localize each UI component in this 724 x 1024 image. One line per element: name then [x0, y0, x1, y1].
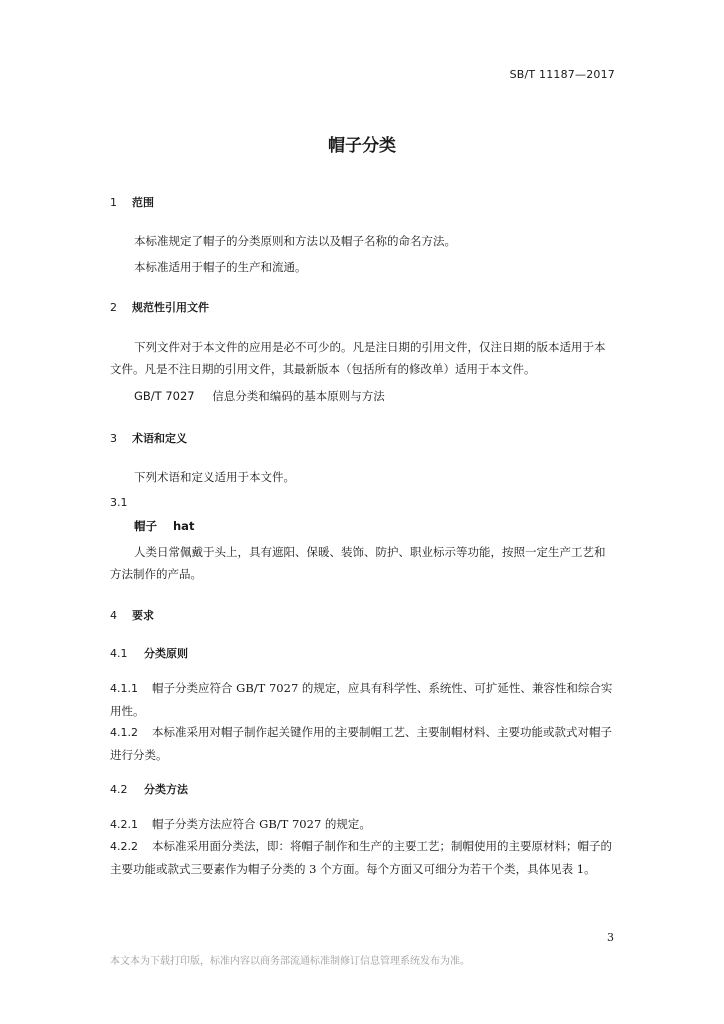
section-1-paragraph-1: 本标准规定了帽子的分类原则和方法以及帽子名称的命名方法。 [134, 234, 456, 248]
section-1-paragraph-2: 本标准适用于帽子的生产和流通。 [134, 260, 307, 274]
subsection-4-1-heading [110, 645, 188, 661]
section-3-heading [110, 430, 187, 446]
page-number: 3 [607, 931, 614, 944]
subsection-title: 分类方法 [144, 783, 188, 796]
clause-4-2-2 [110, 835, 616, 880]
section-number: 3 [110, 432, 117, 445]
section-3-paragraph-1: 下列术语和定义适用于本文件。 [134, 470, 295, 484]
section-number: 2 [110, 301, 117, 314]
footer-note: 本文本为下载打印版，标准内容以商务部流通标准制修订信息管理系统发布为准。 [110, 956, 470, 967]
section-number: 4 [110, 609, 117, 622]
reference-code: GB/T 7027 [134, 389, 195, 403]
clause-3-1-number: 3.1 [110, 496, 128, 509]
clause-text: 帽子分类方法应符合 GB/T 7027 的规定。 [152, 817, 371, 831]
clause-number: 4.1.1 [110, 682, 138, 695]
section-title: 范围 [132, 196, 154, 209]
standard-number: SB/T 11187—2017 [509, 68, 615, 81]
clause-4-1-2 [110, 721, 616, 766]
clause-number: 4.1.2 [110, 726, 138, 739]
subsection-number: 4.2 [110, 783, 128, 796]
clause-4-1-1 [110, 677, 616, 722]
clause-number: 4.2.2 [110, 840, 138, 853]
term-english: hat [173, 519, 195, 533]
normative-reference [134, 385, 385, 407]
section-4-heading [110, 607, 154, 623]
clause-number: 4.2.1 [110, 818, 138, 831]
reference-title: 信息分类和编码的基本原则与方法 [212, 389, 385, 403]
clause-4-2-1 [110, 813, 616, 836]
subsection-number: 4.1 [110, 647, 128, 660]
subsection-4-2-heading [110, 781, 188, 797]
clause-text: 帽子分类应符合 GB/T 7027 的规定，应具有科学性、系统性、可扩延性、兼容性和综合实用性。 [110, 681, 613, 718]
term-chinese: 帽子 [134, 519, 157, 533]
term-definition: 人类日常佩戴于头上，具有遮阳、保暖、装饰、防护、职业标示等功能，按照一定生产工艺和方法制作的产品。 [110, 545, 606, 581]
section-title: 术语和定义 [132, 432, 187, 445]
clause-text: 本标准采用面分类法，即：将帽子制作和生产的主要工艺；制帽使用的主要原材料；帽子的主要功能或款式三要素作为帽子分类的 3 个方面。每个方面又可细分为若干个类，具体见表 1。 [110, 839, 612, 876]
section-2-paragraph-1: 下列文件对于本文件的应用是必不可少的。凡是注日期的引用文件，仅注日期的版本适用于本文件。凡是不注日期的引用文件，其最新版本（包括所有的修改单）适用于本文件。 [110, 340, 606, 376]
section-2-heading [110, 299, 209, 315]
term-entry [134, 518, 194, 534]
document-title: 帽子分类 [328, 136, 396, 156]
section-title: 要求 [132, 609, 154, 622]
section-1-heading [110, 194, 154, 210]
section-title: 规范性引用文件 [132, 301, 209, 314]
clause-text: 本标准采用对帽子制作起关键作用的主要制帽工艺、主要制帽材料、主要功能或款式对帽子进行分类。 [110, 725, 612, 762]
subsection-title: 分类原则 [144, 647, 188, 660]
section-number: 1 [110, 196, 117, 209]
